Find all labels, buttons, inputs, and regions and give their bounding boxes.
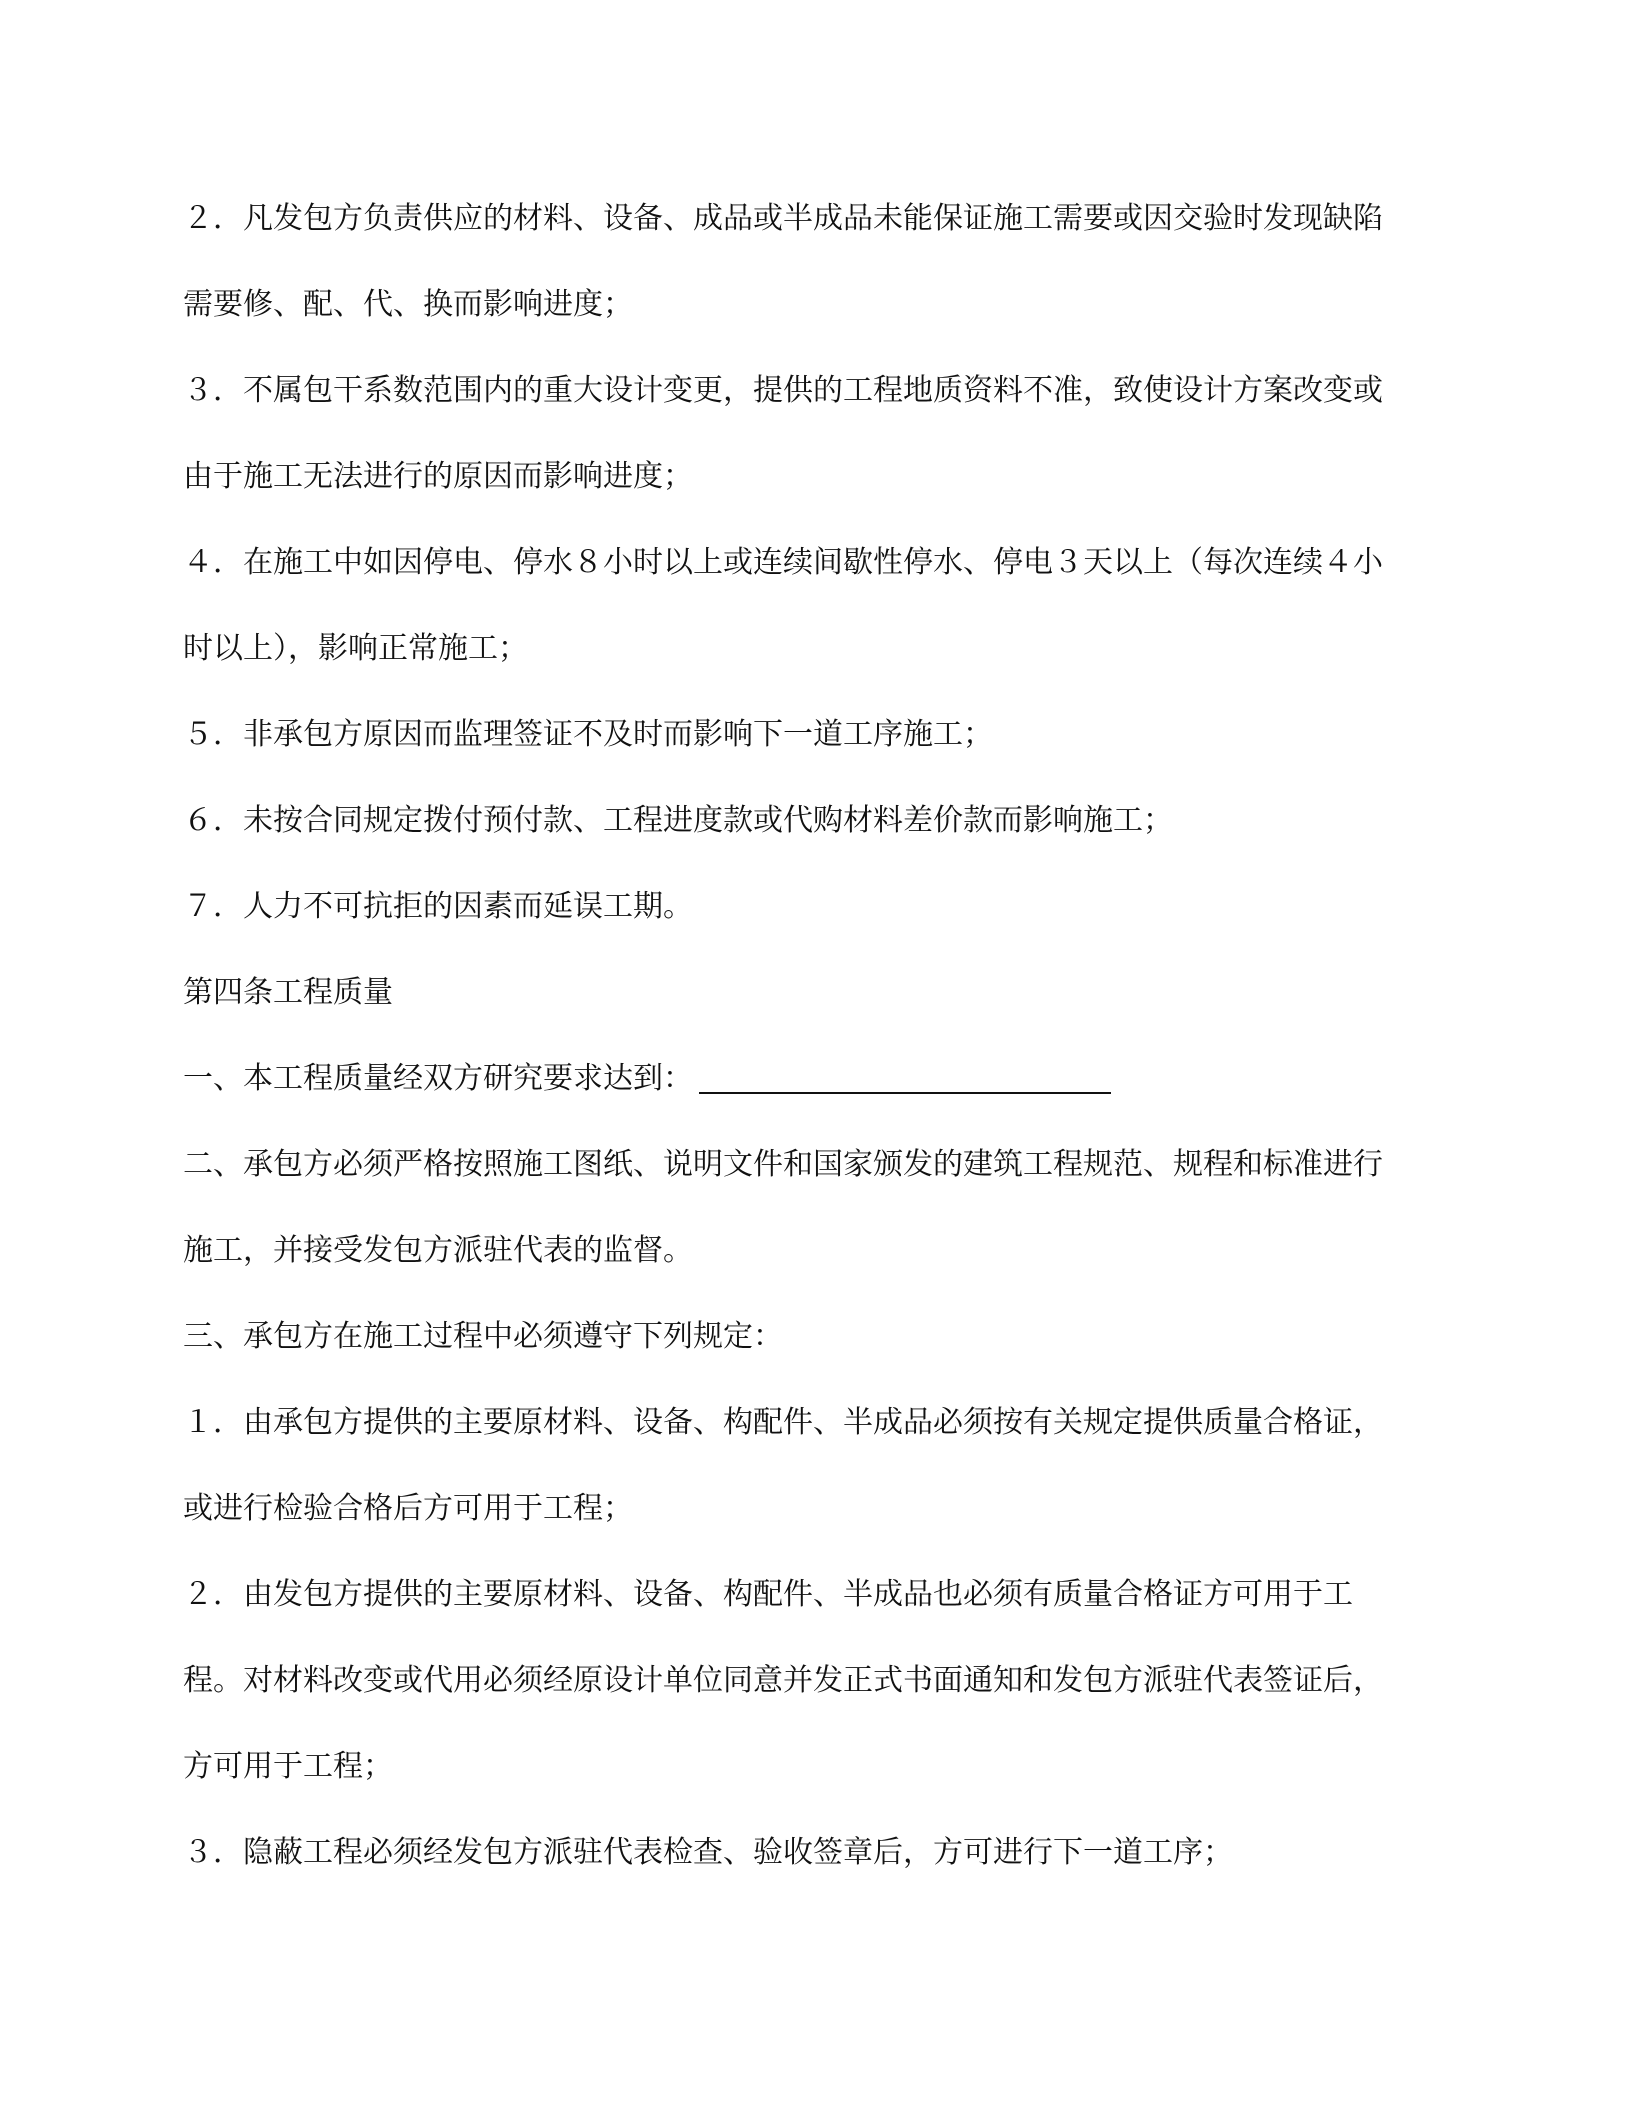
text-line: 需要修、配、代、换而影响进度； [183,287,633,322]
quality-requirement-label: 一、本工程质量经双方研究要求达到： [183,1061,693,1096]
text-line: 方可用于工程； [183,1749,393,1784]
text-line: ２．凡发包方负责供应的材料、设备、成品或半成品未能保证施工需要或因交验时发现缺陷 [183,201,1383,236]
quality-requirement-line [183,1046,1458,1132]
text-line: ３．隐蔽工程必须经发包方派驻代表检查、验收签章后，方可进行下一道工序； [183,1835,1233,1870]
text-line: ７．人力不可抗拒的因素而延误工期。 [183,889,693,924]
text-line: 施工，并接受发包方派驻代表的监督。 [183,1233,693,1268]
text-line: ６．未按合同规定拨付预付款、工程进度款或代购材料差价款而影响施工； [183,803,1173,838]
section-heading: 第四条工程质量 [183,975,393,1010]
text-line: 二、承包方必须严格按照施工图纸、说明文件和国家颁发的建筑工程规范、规程和标准进行 [183,1147,1383,1182]
text-line: ３．不属包干系数范围内的重大设计变更，提供的工程地质资料不准，致使设计方案改变或 [183,373,1383,408]
document-body [183,186,1458,1906]
text-line: 由于施工无法进行的原因而影响进度； [183,459,693,494]
text-line: ４．在施工中如因停电、停水８小时以上或连续间歇性停水、停电３天以上（每次连续４小 [183,545,1383,580]
text-line: 三、承包方在施工过程中必须遵守下列规定： [183,1319,783,1354]
text-line: 时以上），影响正常施工； [183,631,528,666]
text-line: 或进行检验合格后方可用于工程； [183,1491,633,1526]
fill-in-blank [699,1052,1111,1094]
text-line: ５．非承包方原因而监理签证不及时而影响下一道工序施工； [183,717,993,752]
text-line: ２．由发包方提供的主要原材料、设备、构配件、半成品也必须有质量合格证方可用于工 [183,1577,1353,1612]
text-line: １．由承包方提供的主要原材料、设备、构配件、半成品必须按有关规定提供质量合格证， [183,1405,1383,1440]
text-line: 程。对材料改变或代用必须经原设计单位同意并发正式书面通知和发包方派驻代表签证后， [183,1663,1383,1698]
